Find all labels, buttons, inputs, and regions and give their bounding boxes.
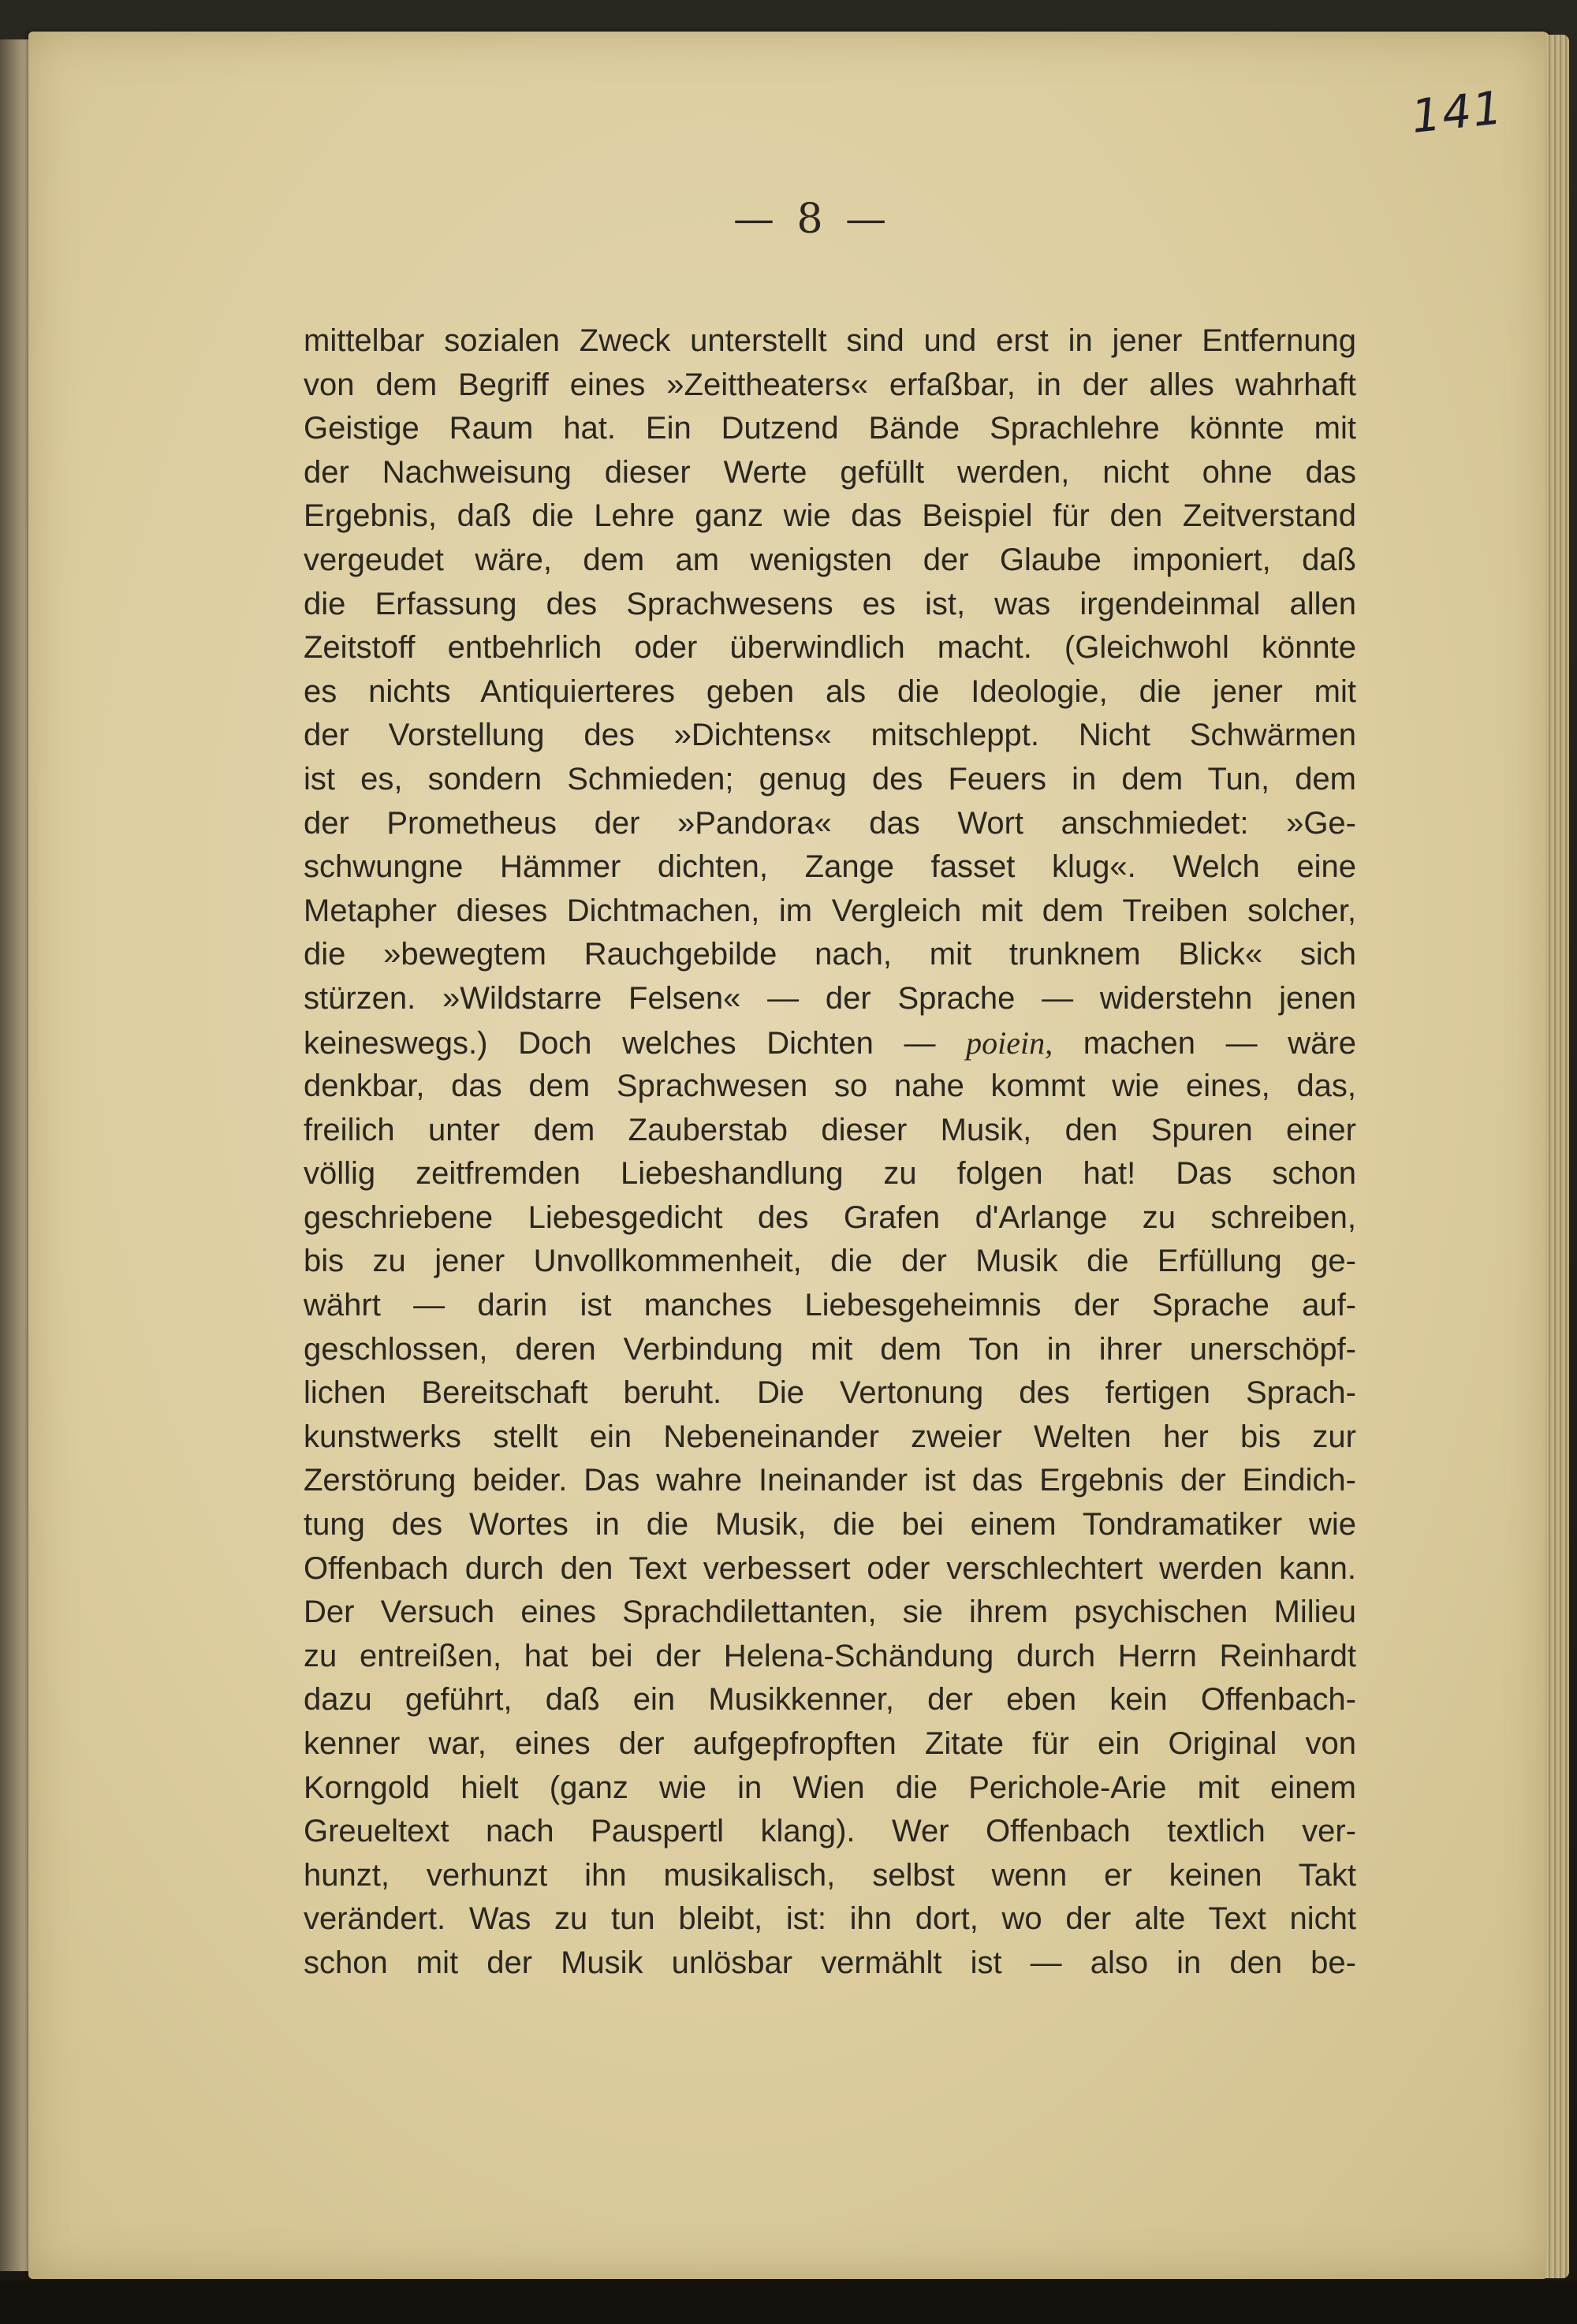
- text-line: Korngold hielt (ganz wie in Wien die Perichole-Arie mit einem: [304, 1770, 1356, 1805]
- text-line: schwungne Hämmer dichten, Zange fasset klug«. Welch eine: [304, 849, 1356, 885]
- text-line: bis zu jener Unvollkommenheit, die der Musik die Erfüllung ge-: [304, 1244, 1356, 1279]
- text-line: ist es, sondern Schmieden; genug des Feuers in dem Tun, dem: [304, 761, 1356, 796]
- scan-bottom-border: [0, 2281, 1577, 2324]
- text-line: kunstwerks stellt ein Nebeneinander zweier Welten her bis zur: [304, 1419, 1356, 1454]
- page-edges-stack: [1545, 35, 1569, 2278]
- page-number-header: — 8 —: [733, 196, 892, 243]
- text-line: völlig zeitfremden Liebeshandlung zu folgen hat! Das schon: [304, 1156, 1356, 1192]
- text-line: zu entreißen, hat bei der Helena-Schändung durch Herrn Reinhardt: [304, 1638, 1356, 1673]
- text-line: tung des Wortes in die Musik, die bei einem Tondramatiker wie: [304, 1507, 1356, 1542]
- text-line: Offenbach durch den Text verbessert oder verschlechtert werden kann.: [304, 1550, 1356, 1586]
- text-line: Metapher dieses Dichtmachen, im Vergleich mit dem Treiben solcher,: [304, 893, 1356, 928]
- text-line: die Erfassung des Sprachwesens es ist, was irgendeinmal allen: [304, 586, 1356, 621]
- text-line: kenner war, eines der aufgepfropften Zitate für ein Original von: [304, 1726, 1356, 1761]
- body-text: [304, 319, 1356, 1986]
- text-line: stürzen. »Wildstarre Felsen« — der Sprache — widerstehn jenen: [304, 980, 1356, 1016]
- text-line: der Vorstellung des »Dichtens« mitschleppt. Nicht Schwärmen: [304, 718, 1356, 753]
- text-line: hunzt, verhunzt ihn musikalisch, selbst wenn er keinen Takt: [304, 1857, 1356, 1893]
- text-line: denkbar, das dem Sprachwesen so nahe kommt wie eines, das,: [304, 1069, 1356, 1104]
- text-line: dazu geführt, daß ein Musikkenner, der eben kein Offenbach-: [304, 1682, 1356, 1718]
- text-line: schon mit der Musik unlösbar vermählt ist — also in den be-: [304, 1945, 1356, 1980]
- text-line: von dem Begriff eines »Zeittheaters« erfaßbar, in der alles wahrhaft: [304, 367, 1356, 402]
- text-line: Der Versuch eines Sprachdilettanten, sie ihrem psychischen Milieu: [304, 1595, 1356, 1630]
- text-line: [304, 1021, 1356, 1065]
- handwritten-folio-number: 141: [1408, 80, 1506, 144]
- text-line: geschriebene Liebesgedicht des Grafen d'Arlange zu schreiben,: [304, 1199, 1356, 1235]
- text-line: mittelbar sozialen Zweck unterstellt sind und erst in jener Entfernung: [304, 323, 1356, 358]
- text-line: die »bewegtem Rauchgebilde nach, mit trunknem Blick« sich: [304, 937, 1356, 972]
- text-line: freilich unter dem Zauberstab dieser Musik, den Spuren einer: [304, 1112, 1356, 1147]
- text-line: es nichts Antiquierteres geben als die Ideologie, die jener mit: [304, 673, 1356, 709]
- text-line: verändert. Was zu tun bleibt, ist: ihn dort, wo der alte Text nicht: [304, 1901, 1356, 1937]
- text-segment: keineswegs.) Doch welches Dichten —: [304, 1025, 967, 1061]
- text-line: Ergebnis, daß die Lehre ganz wie das Beispiel für den Zeitverstand: [304, 498, 1356, 534]
- text-line: der Prometheus der »Pandora« das Wort anschmiedet: »Ge-: [304, 805, 1356, 841]
- italic-word: poiein,: [966, 1024, 1053, 1061]
- text-line: geschlossen, deren Verbindung mit dem Ton in ihrer unerschöpf-: [304, 1331, 1356, 1367]
- text-line: lichen Bereitschaft beruht. Die Vertonung des fertigen Sprach-: [304, 1375, 1356, 1411]
- text-line: der Nachweisung dieser Werte gefüllt werden, nicht ohne das: [304, 454, 1356, 490]
- text-line: vergeudet wäre, dem am wenigsten der Glaube imponiert, daß: [304, 542, 1356, 577]
- text-line: Zerstörung beider. Das wahre Ineinander ist das Ergebnis der Eindich-: [304, 1463, 1356, 1498]
- text-line: Zeitstoff entbehrlich oder überwindlich macht. (Gleichwohl könnte: [304, 630, 1356, 666]
- text-segment: machen — wäre: [1053, 1025, 1356, 1061]
- text-line: Geistige Raum hat. Ein Dutzend Bände Sprachlehre könnte mit: [304, 411, 1356, 446]
- text-line: Greueltext nach Pauspertl klang). Wer Offenbach textlich ver-: [304, 1814, 1356, 1849]
- text-line: währt — darin ist manches Liebesgeheimnis der Sprache auf-: [304, 1288, 1356, 1323]
